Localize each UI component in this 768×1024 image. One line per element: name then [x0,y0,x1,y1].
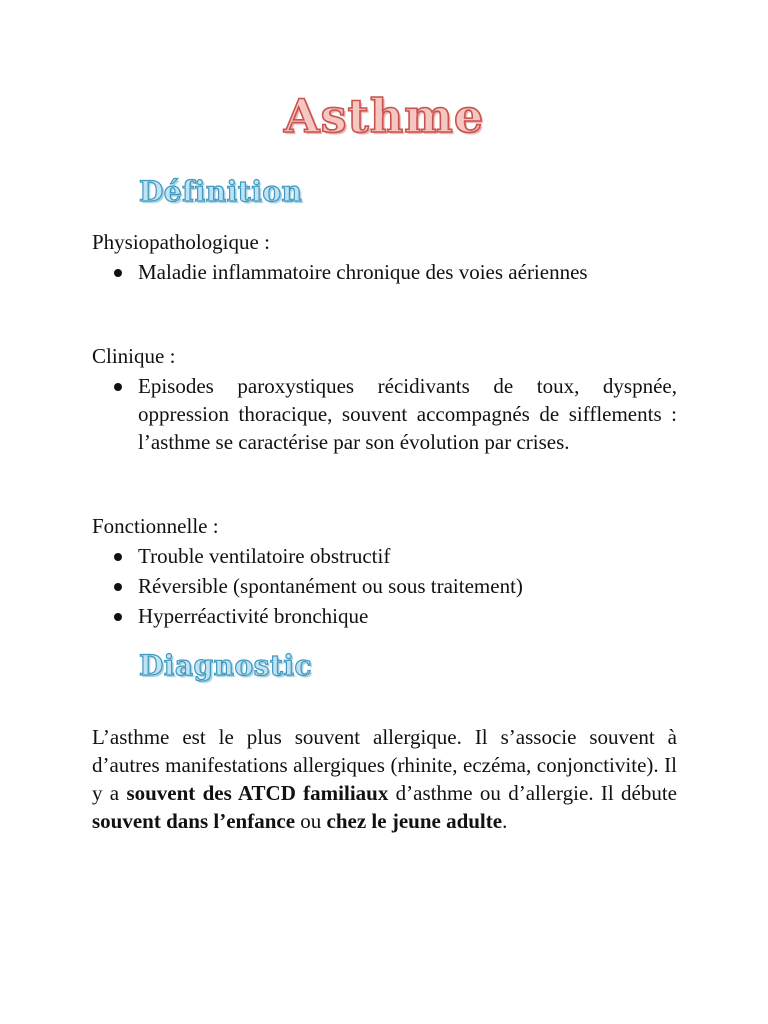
bullet-icon [114,613,122,621]
paragraph-emphasis: souvent dans l’enfance [92,809,296,833]
definition-clinique-block [92,342,677,458]
list-item [92,572,677,600]
paragraph-text: ou [295,809,327,833]
list-item [92,258,677,286]
list-item [92,542,677,570]
diagnostic-paragraph [92,723,677,835]
list-item-text: Hyperréactivité bronchique [138,604,369,628]
bullet-icon [114,269,122,277]
paragraph-emphasis: chez le jeune adulte [326,809,503,833]
section-heading-definition: Définition [139,175,303,208]
list-item-text: Réversible (spontanément ou sous traitement) [138,574,523,598]
bullet-icon [114,383,122,391]
list-item-text: Episodes paroxystiques récidivants de toux, dyspnée, oppression thoracique, souvent accompagnés de sifflements : l’asthme se caractérise par son évolution par crises. [138,374,677,454]
definition-fonctionnelle-block [92,512,677,632]
paragraph-text: L’asthme est le plus souvent allergique. Il s’associe souvent à d’autres manifestations allergiques (rhinite, eczéma, conjonctivite). Il y a [92,725,677,805]
physio-label: Physiopathologique : [92,230,270,254]
fonctionnelle-list [92,542,677,630]
clinique-label: Clinique : [92,344,176,368]
definition-physio-block [92,228,677,288]
page-title: Asthme [283,89,485,143]
paragraph-text: d’asthme ou d’allergie. Il débute [388,781,677,805]
list-item [92,372,677,456]
section-heading-diagnostic: Diagnostic [139,649,313,682]
list-item-text: Trouble ventilatoire obstructif [138,544,391,568]
list-item [92,602,677,630]
list-item-text: Maladie inflammatoire chronique des voies aériennes [138,260,588,284]
bullet-icon [114,583,122,591]
clinique-list [92,372,677,456]
fonctionnelle-label: Fonctionnelle : [92,514,219,538]
paragraph-emphasis: souvent des ATCD familiaux [126,781,389,805]
bullet-icon [114,553,122,561]
paragraph-text: . [502,809,508,833]
physio-list [92,258,677,286]
